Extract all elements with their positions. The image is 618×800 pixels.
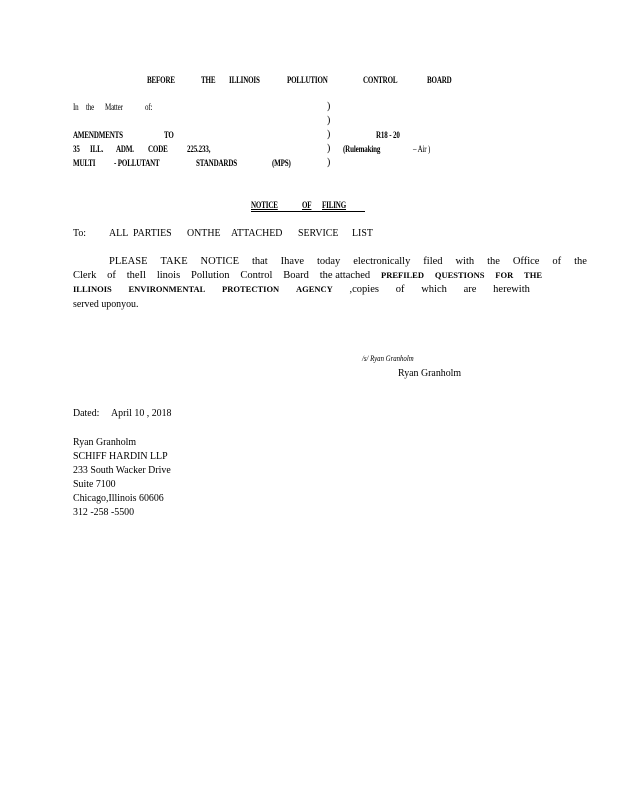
caption-paren-5: ) [327,157,331,168]
in-the-matter-the: the [86,102,95,112]
address-line-phone: 312 -258 -5500 [73,506,135,518]
dated-label: Dated: [73,407,100,419]
docket-rulemaking: (Rulemaking [343,144,381,154]
caption-section: 225.233, [187,144,211,154]
address-line-city: Chicago,Illinois 60606 [73,492,164,504]
dated-date: April 10 , 2018 [111,407,172,419]
docket-number: R18 - 20 [376,130,400,140]
caption-paren-1: ) [327,101,331,112]
caption-standards: STANDARDS [196,158,237,168]
address-line-firm: SCHIFF HARDIN LLP [73,450,168,462]
heading-control: CONTROL [363,75,398,85]
notice-title-filing: FILING [322,200,347,210]
to-parties: PARTIES [133,227,172,239]
caption-paren-4: ) [327,143,331,154]
paragraph-line-2: Clerk of theIl linois Pollution Control Board the attached PREFILED QUESTIONS FOR THE [73,270,542,281]
caption-35: 35 [73,144,80,154]
caption-multi: MULTI [73,158,96,168]
notice-title-underline [251,211,365,212]
address-line-street: 233 South Wacker Drive [73,464,171,476]
address-line-name: Ryan Granholm [73,436,137,448]
in-the-matter-of: of: [145,102,153,112]
docket-air: – Air ) [413,144,431,154]
to-attached: ATTACHED [231,227,283,239]
paragraph-line-1: PLEASE TAKE NOTICE that Ihave today electronically filed with the Office of the [109,256,587,267]
to-service: SERVICE [298,227,339,239]
caption-amendments: AMENDMENTS [73,130,123,140]
in-the-matter-in: In [73,102,79,112]
in-the-matter-matter: Matter [105,102,123,112]
heading-board: BOARD [427,75,452,85]
address-line-suite: Suite 7100 [73,478,116,490]
caption-ill: ILL. [90,144,104,154]
heading-before: BEFORE [147,75,175,85]
caption-paren-2: ) [327,115,331,126]
caption-pollutant: - POLLUTANT [114,158,160,168]
caption-to: TO [164,130,174,140]
paragraph-line-3: ILLINOIS ENVIRONMENTAL PROTECTION AGENCY ,copies of which are herewith [73,284,530,295]
to-onthe: ONTHE [187,227,221,239]
to-all: ALL [109,227,129,239]
caption-adm: ADM. [116,144,134,154]
signature-printed-name: Ryan Granholm [398,367,462,379]
to-list: LIST [352,227,373,239]
notice-title-of: OF [302,200,312,210]
heading-pollution: POLLUTION [287,75,328,85]
caption-paren-3: ) [327,129,331,140]
caption-mps: (MPS) [272,158,291,168]
heading-the: THE [201,75,216,85]
paragraph-line-4: served uponyou. [73,298,139,310]
caption-code: CODE [148,144,168,154]
heading-illinois: ILLINOIS [229,75,260,85]
to-label: To: [73,227,87,239]
notice-title-notice: NOTICE [251,200,278,210]
signature-s-line: /s/ Ryan Granholm [362,354,414,363]
